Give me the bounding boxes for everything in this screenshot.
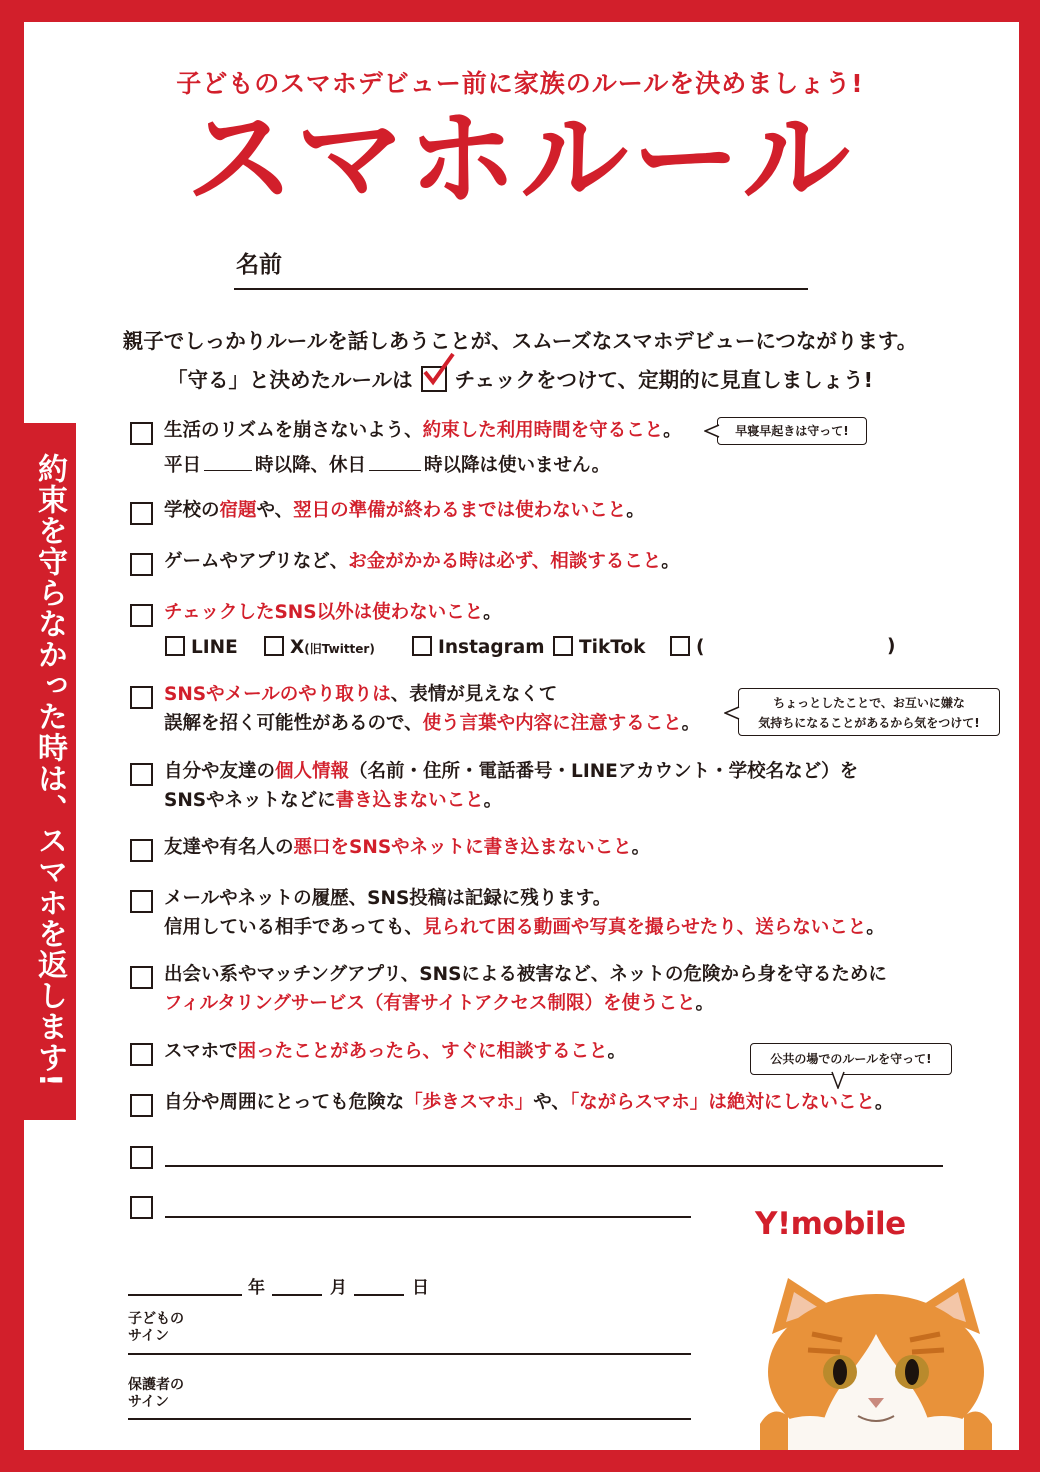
rule-text-segment: は絶対にしないこと <box>708 1092 875 1113</box>
intro-line-2-pre: 「守る」と決めたルールは <box>167 368 413 392</box>
rule-text-segment: 困ったことがあったら、すぐに相談すること <box>237 1041 608 1062</box>
rule-checkbox[interactable] <box>130 686 153 709</box>
intro-line-2-post: チェックをつけて、定期的に見直しましょう! <box>454 368 873 392</box>
name-input-line[interactable] <box>234 288 808 290</box>
rule-checkbox[interactable] <box>130 966 153 989</box>
rule-1 <box>164 415 682 446</box>
bubble-tail-icon <box>830 1071 848 1089</box>
rule-text-segment: 宿題 <box>219 500 257 521</box>
intro-line-1: 親子でしっかりルールを話しあうことが、スムーズなスマホデビューにつながります。 <box>122 329 918 353</box>
rule-text-segment: 自分や周囲にとっても危険な <box>164 1092 405 1113</box>
sns-checkbox[interactable] <box>553 636 573 656</box>
page-title: スマホルール <box>186 97 854 222</box>
sns-option-line[interactable]: LINE <box>165 636 238 658</box>
rule-10 <box>164 1036 626 1067</box>
rule-text-segment: 。 <box>874 1092 894 1113</box>
day-label: 日 <box>412 1278 429 1298</box>
rule-text-segment: 。 <box>483 602 502 623</box>
rule-7 <box>164 832 650 863</box>
rule-6 <box>164 756 858 787</box>
rule-checkbox[interactable] <box>130 890 153 913</box>
sns-option-instagram[interactable]: Instagram <box>412 636 545 658</box>
rule-text-segment: 翌日の準備が終わるまでは使わないこと <box>293 500 627 521</box>
holiday-label: 時以降、休日 <box>255 455 367 476</box>
rule-text-segment: チェックしたSNS以外は使わないこと <box>164 602 484 623</box>
rule-text-segment: フィルタリングサービス（有害サイトアクセス制限）を使うこと <box>164 993 696 1014</box>
guardian-signature-label: 保護者の サイン <box>128 1377 184 1410</box>
rule-text-segment: 使う言葉や内容に注意すること <box>422 713 682 734</box>
rule-checkbox[interactable] <box>130 604 153 627</box>
sns-option-tiktok[interactable]: TikTok <box>553 636 645 658</box>
rule-text-segment: 、表情が見えなくて <box>390 684 558 705</box>
rule-text-segment: ゲームやアプリなど、 <box>164 551 349 572</box>
bubble-sleep: 早寝早起きは守って! <box>717 417 867 445</box>
sns-option-other[interactable]: ( <box>670 636 704 658</box>
side-banner-text: 約束を守らなかった時は、スマホを返します! <box>32 453 67 1088</box>
intro-line-2 <box>0 363 1040 393</box>
rule-checkbox[interactable] <box>130 839 153 862</box>
rule-11 <box>164 1087 893 1118</box>
rule-text-segment: 自分や友達の <box>164 761 276 782</box>
sns-checkbox[interactable] <box>165 636 185 656</box>
rule-text-segment: 見られて困る動画や写真を撮らせたり、送らないこと <box>422 917 867 938</box>
rule-1-time <box>164 450 610 481</box>
custom-rule-line[interactable] <box>165 1165 943 1167</box>
rule-text-segment: 「歩きスマホ」 <box>404 1092 534 1113</box>
side-banner <box>22 423 76 1120</box>
rule-text-segment: 書き込まないこと <box>335 790 484 811</box>
day-blank[interactable] <box>354 1294 404 1296</box>
ymobile-logo: Y!mobile <box>755 1206 906 1242</box>
weekday-time-blank[interactable] <box>204 450 252 471</box>
rule-text-segment: 約束した利用時間を守ること <box>422 420 664 441</box>
rule-checkbox[interactable] <box>130 1043 153 1066</box>
month-blank[interactable] <box>272 1294 322 1296</box>
custom-rule-line[interactable] <box>165 1216 691 1218</box>
sns-checkbox[interactable] <box>670 636 690 656</box>
rule-text-segment: や、 <box>533 1092 570 1113</box>
rule-text-segment: スマホで <box>164 1041 238 1062</box>
rule-text-segment: 誤解を招く可能性があるので、 <box>164 713 423 734</box>
bubble-tail-icon <box>704 424 720 438</box>
holiday-time-blank[interactable] <box>369 450 421 471</box>
rule-text-segment: 。 <box>626 500 645 521</box>
bubble-words <box>738 688 1000 736</box>
rule-text-segment: お金がかかる時は必ず、相談すること <box>348 551 662 572</box>
rule-checkbox[interactable] <box>130 502 153 525</box>
rule-checkbox[interactable] <box>130 763 153 786</box>
rule-text-segment: 友達や有名人の <box>164 837 294 858</box>
name-label: 名前 <box>236 252 282 278</box>
guardian-signature-line[interactable] <box>128 1418 691 1420</box>
cat-mascot-icon <box>752 1274 1000 1450</box>
rule-text-segment: 個人情報 <box>275 761 350 782</box>
rule-8-line-2 <box>164 912 885 943</box>
rule-9-line-2 <box>164 988 714 1019</box>
rule-text-segment: 。 <box>695 993 715 1014</box>
child-signature-line[interactable] <box>128 1353 691 1355</box>
child-signature-label: 子どもの サイン <box>128 1311 184 1344</box>
rule-3 <box>164 546 680 577</box>
bubble-words-line-2: 気持ちになることがあるから気をつけて! <box>758 716 980 730</box>
sample-checkbox-icon <box>421 366 447 392</box>
rule-text-segment: や、 <box>256 500 294 521</box>
rule-text-segment: （名前・住所・電話番号・LINEアカウント・学校名など）を <box>349 761 859 782</box>
weekday-label: 平日 <box>164 455 202 476</box>
sns-checkbox[interactable] <box>264 636 284 656</box>
rule-5-line-2 <box>164 708 700 739</box>
year-label: 年 <box>248 1278 265 1298</box>
rule-9 <box>164 959 887 990</box>
rule-text-segment: 。 <box>631 837 651 858</box>
rule-1-time-suffix: 時以降は使いません。 <box>424 455 611 476</box>
rule-5 <box>164 679 557 710</box>
sns-checkbox[interactable] <box>412 636 432 656</box>
sns-option-x[interactable]: X(旧Twitter) <box>264 636 375 658</box>
rule-8 <box>164 883 611 914</box>
bubble-public: 公共の場でのルールを守って! <box>750 1043 952 1075</box>
rule-text-segment: SNSやメールのやり取りは <box>164 684 391 705</box>
rule-text-segment: SNSやネットなどに <box>164 790 336 811</box>
custom-rule-checkbox[interactable] <box>130 1146 153 1169</box>
rule-text-segment: 信用している相手であっても、 <box>164 917 423 938</box>
rule-6-line-2 <box>164 785 502 816</box>
rule-2 <box>164 495 645 526</box>
bubble-words-line-1: ちょっとしたことで、お互いに嫌な <box>773 696 965 710</box>
rule-checkbox[interactable] <box>130 422 153 445</box>
rule-text-segment: 生活のリズムを崩さないよう、 <box>164 420 423 441</box>
rule-text-segment: メールやネットの履歴、SNS投稿は記録に残ります。 <box>164 888 612 909</box>
subtitle: 子どものスマホデビュー前に家族のルールを決めましょう! <box>176 69 864 98</box>
rule-text-segment: 学校の <box>164 500 220 521</box>
rule-text-segment: 。 <box>483 790 503 811</box>
bubble-tail-icon <box>724 706 740 720</box>
month-label: 月 <box>330 1278 347 1298</box>
rule-text-segment: 出会い系やマッチングアプリ、SNSによる被害など、ネットの危険から身を守るために <box>164 964 887 985</box>
rule-checkbox[interactable] <box>130 553 153 576</box>
rule-text-segment: 。 <box>681 713 701 734</box>
rule-text-segment: 「ながらスマホ」 <box>569 1092 709 1113</box>
sns-option-other-close: ) <box>887 636 896 657</box>
rule-4 <box>164 597 502 628</box>
rule-text-segment: 悪口をSNSやネットに書き込まないこと <box>293 837 632 858</box>
rule-text-segment: 。 <box>607 1041 626 1062</box>
year-blank[interactable] <box>128 1294 242 1296</box>
rule-checkbox[interactable] <box>130 1094 153 1117</box>
rule-text-segment: 。 <box>866 917 885 938</box>
custom-rule-checkbox[interactable] <box>130 1196 153 1219</box>
rule-text-segment: 。 <box>663 420 682 441</box>
rule-text-segment: 。 <box>661 551 680 572</box>
